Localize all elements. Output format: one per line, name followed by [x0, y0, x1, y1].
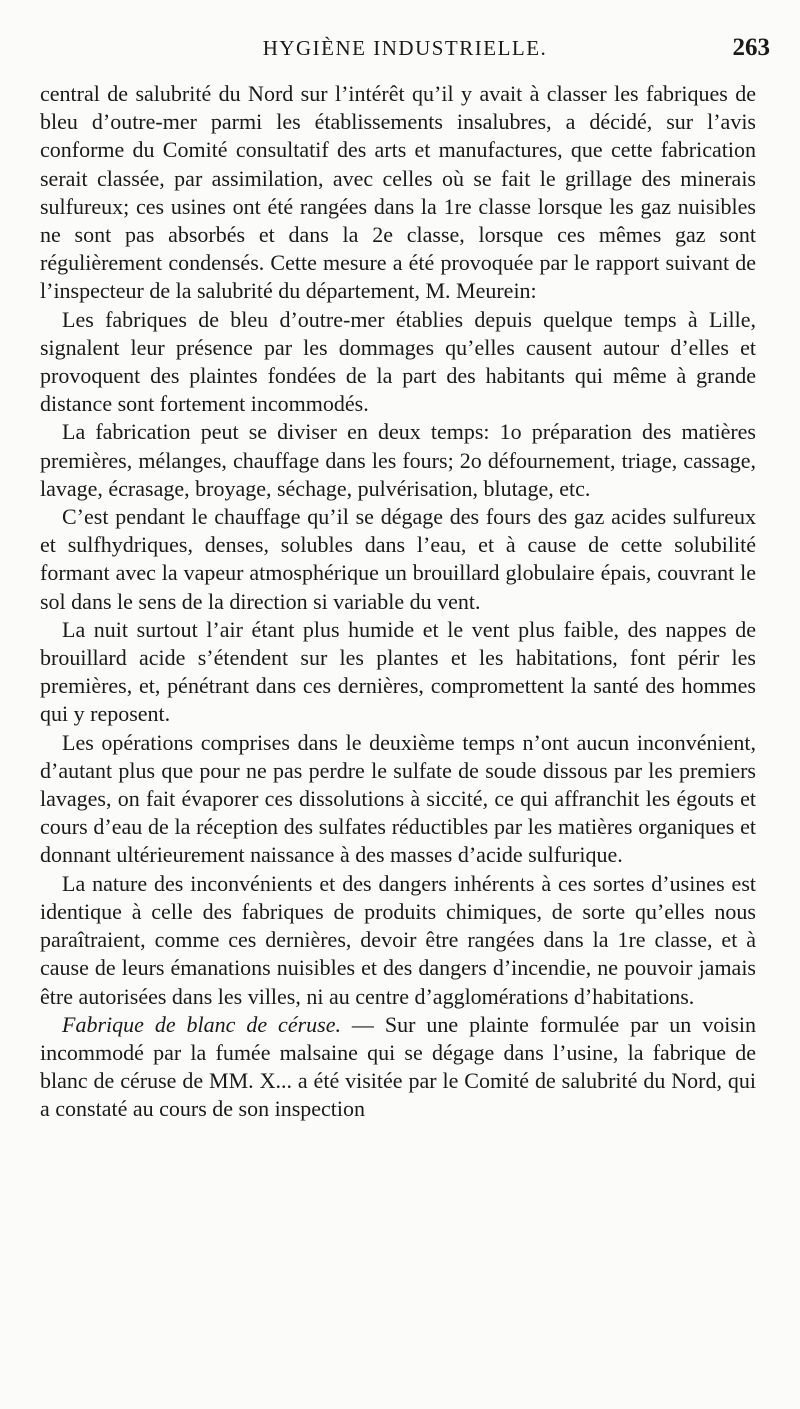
paragraph-5: La nuit surtout l’air étant plus humide et le vent plus faible, des nappes de brouillard acide s’étendent sur les plantes et les habitations, font périr les premières, et, pénétrant dans ces dernières, compromettent la santé des hommes qui y reposent. — [40, 616, 756, 727]
paragraph-8-text: — Sur une plainte formulée par un voisin incommodé par la fumée malsaine qui se dégage dans l’usine, la fabrique de blanc de céruse de MM. X... a été visitée par le Comité de salubrité du Nord, qui a constaté au cours de son inspection — [40, 1011, 757, 1122]
paragraph-3: La fabrication peut se diviser en deux temps: 1o préparation des matières premières, mélanges, chauffage dans les fours; 2o défournement, triage, cassage, lavage, écrasage, broyage, séchage, pulvérisation, blutage, etc. — [40, 419, 756, 501]
running-header — [40, 34, 770, 66]
paragraph-7: La nature des inconvénients et des dangers inhérents à ces sortes d’usines est identique à celle des fabriques de produits chimiques, de sorte qu’elles nous paraîtraient, comme ces dernières, devoir être rangées dans la 1re classe, et à cause de leurs émanations nuisibles et des dangers d’incendie, ne pouvoir jamais être autorisées dans les villes, ni au centre d’agglomérations d’habitations. — [40, 870, 756, 1009]
paragraph-6: Les opérations comprises dans le deuxième temps n’ont aucun inconvénient, d’autant plus que pour ne pas perdre le sulfate de soude dissous par les premiers lavages, on fait évaporer ces dissolutions à siccité, ce qui affranchit les égouts et cours d’eau de la réception des sulfates réductibles par les matières organiques et donnant ultérieurement naissance à des masses d’acide sulfurique. — [40, 729, 756, 868]
section-rubric: Fabrique de blanc de céruse. — [62, 1011, 341, 1037]
paragraph-8 — [40, 1011, 756, 1124]
page-number: 263 — [732, 34, 770, 61]
paragraph-2: Les fabriques de bleu d’outre-mer établies depuis quelque temps à Lille, signalent leur présence par les dommages qu’elles causent autour d’elles et provoquent des plaintes fondées de la part des habitants qui même à grande distance sont fortement incommodés. — [40, 306, 756, 417]
paragraph-4: C’est pendant le chauffage qu’il se dégage des fours des gaz acides sulfureux et sulfhydriques, denses, solubles dans l’eau, et à cause de cette solubilité formant avec la vapeur atmosphérique un brouillard globulaire épais, couvrant le sol dans le sens de la direction si variable du vent. — [40, 504, 756, 614]
running-title: HYGIÈNE INDUSTRIELLE. — [262, 36, 548, 60]
paragraph-1: central de salubrité du Nord sur l’intérêt qu’il y avait à classer les fabriques de bleu d’outre-mer parmi les établissements insalubres, a décidé, sur l’avis conforme du Comité consultatif des arts et manufactures, que cette fabrication serait classée, par assimilation, avec celles où se fait le grillage des minerais sulfureux; ces usines ont été rangées dans la 1re classe lorsque les gaz nuisibles ne sont pas absorbés et dans la 2e classe, lorsque ces mêmes gaz sont régulièrement condensés. Cette mesure a été provoquée par le rapport suivant de l’inspecteur de la salubrité du département, M. Meurein: — [40, 81, 756, 304]
body-text — [40, 80, 756, 1124]
